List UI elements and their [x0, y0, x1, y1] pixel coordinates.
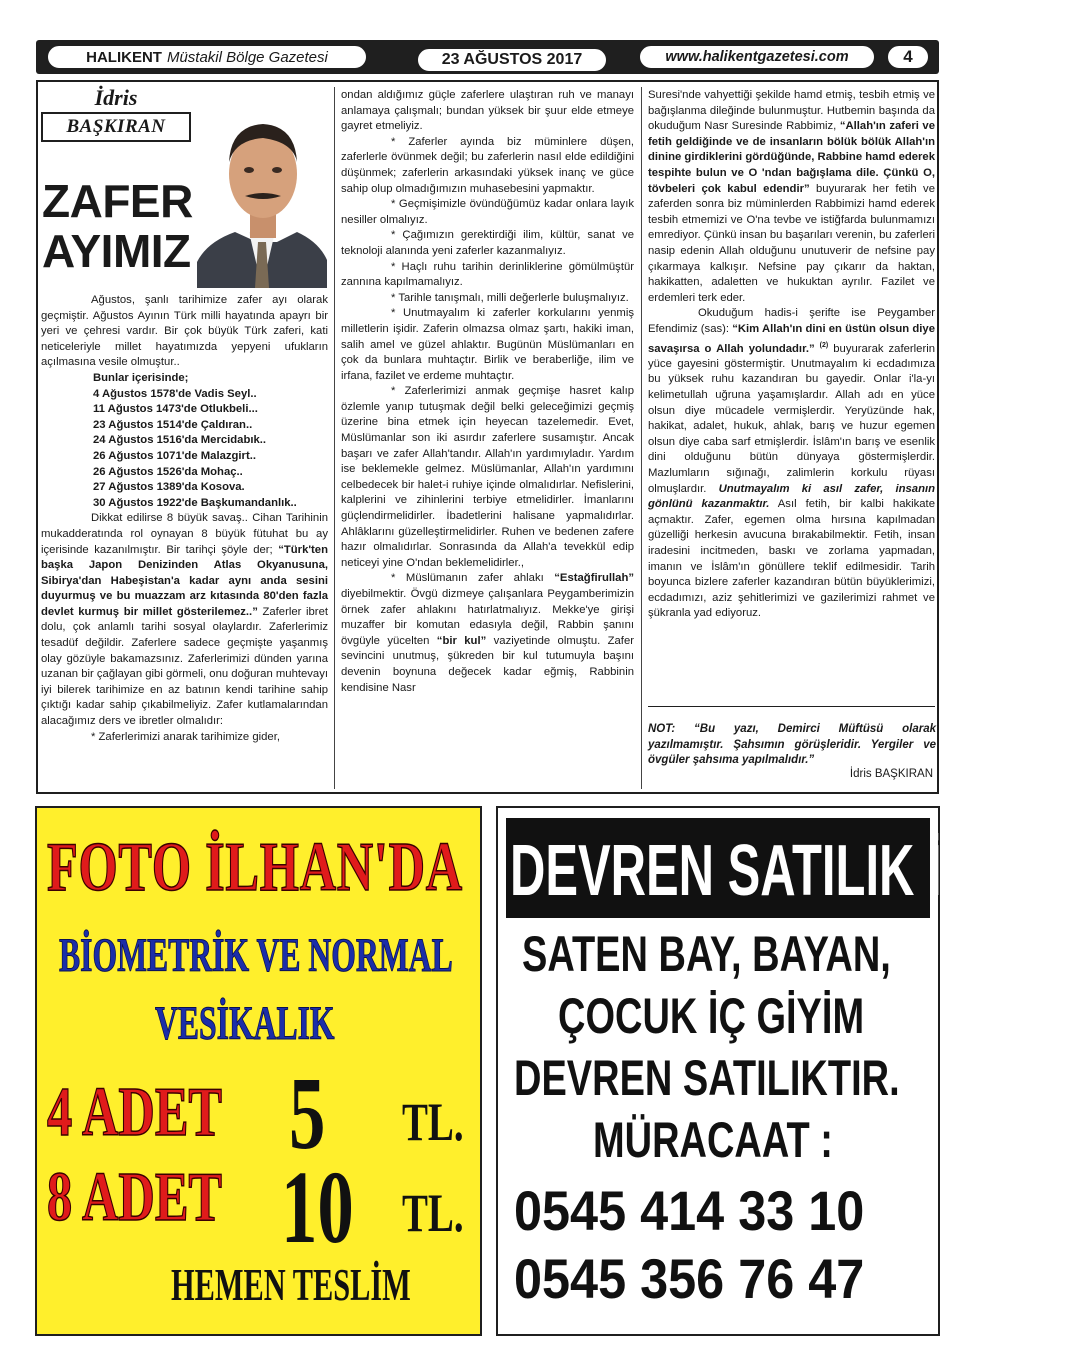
editor-note: NOT: “Bu yazı, Demirci Müftüsü olarak yazılmamıştır. Şahsımın görüşleridir. Yergiler ve övgüler şahsıma yapılmalıdır.”	[648, 723, 936, 767]
author-first-name: İdris	[94, 85, 138, 110]
photo-studio-ad	[35, 806, 482, 1336]
article-column-1	[41, 293, 328, 745]
article-column-3	[648, 88, 935, 622]
ad-subtitle: BİOMETRİK VE NORMAL	[59, 929, 453, 982]
brand-subtitle: Müstakil Bölge Gazetesi	[166, 48, 328, 66]
text: buyurarak zaferlerin yüce gayesini göstermiştir. Unutmayalım ki ecdadımıza bu yüksek ruhu kazandıran bu gayedir. Onlar i'la-yı kelimetullah uğruna yaşamışlardır. Allah adı en yüce olsun diye mücadele vermişlerdir. Yeryüzünde hak, hakikat, adalet, hukuk, ahlak, barış ve huzur egemen olsun diye caba sarf etmişlerdir. İslâm'ın barış ve esenlik dini olduğunu bütün dünyaya göstermişlerdir. Mazlumların sığınağı, zalimlerin korkulu rüyası olmuşlardır.	[648, 342, 935, 495]
ad-title: DEVREN SATILIK İŞYERİ	[510, 831, 1089, 911]
author-signature: İdris BAŞKIRAN	[849, 768, 933, 780]
ad-subtitle: VESİKALIK	[155, 997, 335, 1050]
paragraph: * Zaferler ayında biz müminlere düşen, zaferlerle övünmek değil; bu zaferlerin nasıl elde edildiğini düşünmek; zaferlerin arkasındaki yüksek inanç ve güce sahip olup olmadığımızın muhasebesini yapmaktır.	[341, 135, 634, 195]
offer-price: 5	[289, 1056, 326, 1171]
phone-number[interactable]: 0545 414 33 10	[514, 1179, 865, 1242]
issue-date: 23 AĞUSTOS 2017	[416, 47, 608, 73]
text: Suresi'nde vahyettiği şekilde hamd etmiş, tesbih etmiş ve bağışlanma dileğinde bulunmuştur. Hutbemin başında da okuduğum Nasr Suresinde Rabbimiz,	[648, 89, 935, 133]
article-headline	[42, 176, 192, 276]
text: Okuduğum hadis-i şerifte ise Peygamber Efendimiz (sas):	[648, 307, 935, 335]
text: vaziyetinde olmuştu. Zafer sevincini unutmuş, şükreden bir kul tutumuyla başını devenin boynuna değecek kadar eğmiş, Rabbinin kendisine Nasr	[341, 634, 634, 694]
paragraph: * Tarihle tanışmalı, milli değerlerle buluşmalıyız.	[391, 291, 629, 304]
emphasis: Unutmayalım ki asıl zafer, insanın gönlünü kazanmaktır.	[648, 482, 936, 511]
quote: “bir kul”	[436, 634, 487, 647]
phone-number[interactable]: 0545 356 76 47	[514, 1247, 865, 1310]
column-divider	[334, 87, 335, 789]
shop-sale-ad	[496, 806, 1089, 1336]
offer-quantity: 8 ADET	[47, 1159, 223, 1236]
paragraph	[341, 571, 634, 696]
offer-quantity: 4 ADET	[47, 1074, 223, 1151]
text: buyurarak her fetih ve zaferden sonra biz müminlerden Rabbimizi hamd ederek tesbih etmemizi ve O'na tevbe ve istiğfarda bulunmamızı emrediyor. Çünkü insan bu başarıları verenin, bu zaferleri nasip edenin Allah olduğunu unutuverir de nefsine pay çıkarmaya kalkışır. Nefsine pay çıkarır da haktan, hakikatten, adaletten ve hukuktan ayrılır. Fazilet ve erdemleri terk eder.	[648, 182, 935, 304]
brand-name: HALIKENT	[86, 48, 162, 66]
column-divider	[641, 87, 642, 789]
text: Dikkat edilirse 8 büyük savaş.. Cihan Tarihinin mukadderatında rol oynayan 8 büyük fütuhat bu ay içerisinde kazanılmıştır. Bir tarihçi şöyle der;	[41, 512, 328, 556]
currency-label: TL.	[402, 1092, 464, 1152]
list-item: 27 Ağustos 1389'da Kosova.	[93, 481, 245, 494]
ad-title: FOTO İLHAN'DA	[47, 829, 463, 906]
text: Asıl fetih, bir kalbi hakikate açmaktır. Zafer, egemen olma hırsına kapılmadan güzelliği herkesin avucuna bırakabilmektir. Fetih, insan iradesini incitmeden, baskı ve zorlama yapmadan, imanın ve İslâm'ın gönüllere teklif edilmesidir. Tarih boyunca bizlere zaferler kazandıran bütün büyüklerimizi, ecdadımızı, aziz şehitlerimizi ve gazilerimizi rahmet ve şükranla yad ediyoruz.	[648, 498, 935, 620]
masthead	[46, 44, 368, 70]
website-link[interactable]: www.halikentgazetesi.com	[638, 44, 876, 70]
list-item: 11 Ağustos 1473'de Otlukbeli...	[93, 403, 258, 416]
list-item: 26 Ağustos 1071'de Malazgirt..	[93, 449, 256, 462]
footnote-ref: (2)	[819, 341, 829, 349]
paragraph: ondan aldığımız güçle zaferlere ulaştıran ruh ve manayı anlamaya çalışmalı; bundan yüksek bir şuur elde etmeye gayret etmeliyiz.	[341, 89, 634, 133]
paragraph: * Çağımızın gerektirdiği ilim, kültür, sanat ve teknoloji alanında yeni zaferler kazanmalıyız.	[341, 229, 634, 257]
quote: “Kim Allah'ın dini en üstün olsun diye savaşırsa o Allah yolundadır.”	[648, 322, 935, 355]
list-title: Bunlar içerisinde;	[93, 371, 189, 384]
text: Zaferler ibret dolu, çok anlamlı tarihi sosyal olaylardır. Zaferlerimiz tesadüf değildir. Zaferlere sadece geçmişte yaşanmış olay gözüyle bakamazsınız. Zaferlerimizi dünden yarına uzanan bir çağlayan gibi görmeli, onu doğuran muhtevayı iyi bilerek tarihimize en az batının kendi tarihine sahip çıktığı kadar sahip çıkabilmeliyiz. Zafer kutlamalarından alacağımız ders ve ibretler olmalıdır:	[41, 605, 328, 728]
paragraph	[41, 511, 328, 729]
quote: “Türk'ten başka Japon Denizinden Atlas Okyanusuna, Sibirya'dan Habeşistan'a kadar aynı anda sesini duyurmuş ve bu muazzam arz kıtasında 80'den fazla devlet kurmuş bir millet gösterilemez..”	[41, 543, 328, 618]
ad-text-line: DEVREN SATILIKTIR.	[514, 1050, 900, 1106]
author-byline	[41, 86, 191, 150]
offer-price: 10	[281, 1150, 354, 1265]
ad-footer: HEMEN TESLİM	[171, 1259, 411, 1310]
list-item: 23 Ağustos 1514'de Çaldıran..	[93, 418, 253, 431]
ad-text-line: ÇOCUK İÇ GİYİM	[558, 988, 865, 1044]
list-item: 26 Ağustos 1526'da Mohaç..	[93, 465, 243, 478]
paragraph	[648, 88, 935, 306]
list-item: 4 Ağustos 1578'de Vadis Seyl..	[93, 387, 257, 400]
ad-text-line: SATEN BAY, BAYAN,	[522, 926, 891, 982]
ad-text-line: MÜRACAAT :	[593, 1112, 833, 1168]
currency-label: TL.	[402, 1183, 464, 1243]
text: diyebilmektir. Övgü dizmeye çalışanlara Peygamberimizin örnek zafer ahlakını hatırlatmalıyız. Mekke'ye girişi muzaffer bir komutan edasıyla değil, Rabbin şanını övgüyle yücelten	[341, 588, 634, 647]
note-divider	[648, 706, 935, 707]
headline-line: AYIMIZ	[42, 225, 191, 277]
page-number: 4	[886, 44, 930, 70]
paragraph: * Haçlı ruhu tarihin derinliklerine gömülmüştür zannına kapılmamalıyız.	[341, 260, 634, 289]
author-last-name: BAŞKIRAN	[41, 112, 191, 142]
text: * Müslümanın zafer ahlakı	[391, 572, 555, 585]
article-column-2	[341, 88, 634, 696]
quote: “Estağfirullah”	[554, 572, 634, 585]
quote: “Allah'ın zaferi ve fetih geldiğinde ve de insanların bölük bölük Allah'ın dinine girdiklerini gördüğünde, Rabbine hamd ederek tespihte bulun ve O 'ndan bağışlama dile. Çünkü O, tövbeleri çok kabul edendir”	[648, 120, 935, 195]
headline-line: ZAFER	[42, 175, 193, 227]
paragraph	[648, 306, 935, 622]
list-item: 30 Ağustos 1922'de Başkumandanlık..	[93, 496, 297, 509]
paragraph: * Zaferlerimizi anmak geçmişe hasret kalıp özlemle yanıp tutuşmak değil belki geleceğimizi geçmiş üzerine bina etmek için heyecan tazelemedir. Evet, Müslümanlar son iki asırdır zaferlere susamıştır. Ancak başarı ve zafer Allah'tandır. Allah'ın yardımıyladır. Yardım ise beklemekle gelmez. Müslümanlar, Allah'ın yardımını celbedecek bir halet-i ruhiye içinde olmalıdırlar. Nefislerini, kalplerini ve zihinlerini terbiye etmelidirler. İmanlarını güçlendirmelidirler. İbadetlerini halisane yapmalıdırlar. Ahlâklarını güzelleştirmelidirler. Ruhen ve bedenen zafere hazır olmalıdırlar. Sonrasında da Allah'a tevekkül edip neticeyi yine O'ndan beklemelidirler.,	[341, 385, 634, 569]
paragraph: * Geçmişimizle övündüğümüz kadar onlara layık nesiller olmalıyız.	[341, 198, 634, 226]
paragraph: * Zaferlerimizi anarak tarihimize gider,	[91, 730, 280, 743]
list-item: 24 Ağustos 1516'da Mercidabık..	[93, 434, 267, 447]
paragraph: Ağustos, şanlı tarihimize zafer ayı olarak geçmiştir. Ağustos Ayının Türk milli hayatında apayrı bir yeri ve çehresi vardır. Bir çok büyük Türk zaferi, kati neticeleriyle millet hayatımızda yepyeni ufukların açılmasına vesile olmuştur..	[41, 294, 328, 369]
paragraph: * Unutmayalım ki zaferler korkularını yenmiş milletlerin işidir. Zaferin olmazsa olmaz şartı, hakiki iman, salih amel ve güzel ahlaktır. Bugünün Müslümanları en çok da bunlara muhtaçtır. Birlik ve beraberliğe, ilim ve irfana, fazilet ve erdeme muhtaçtır.	[341, 307, 634, 382]
author-photo	[197, 92, 327, 288]
